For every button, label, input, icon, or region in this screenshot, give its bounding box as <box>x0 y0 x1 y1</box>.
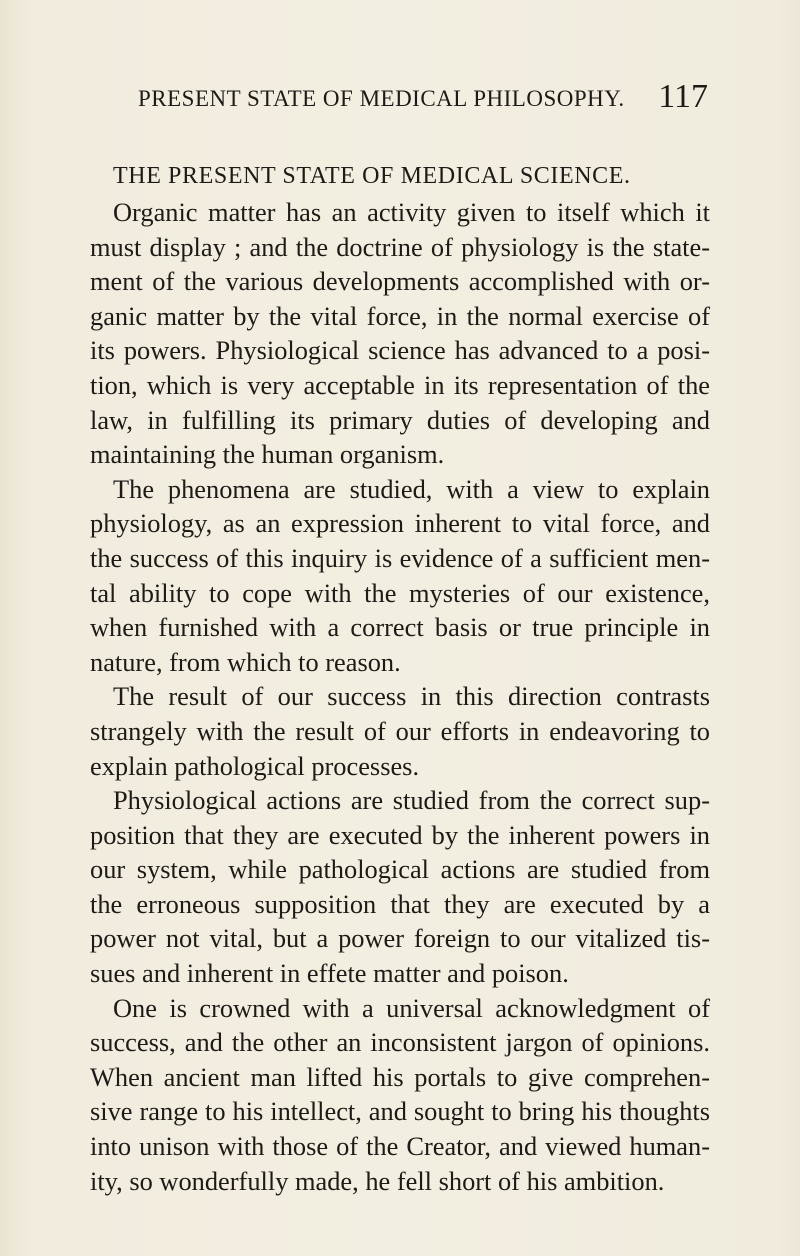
text-line: sues and inherent in effete matter and poison. <box>90 958 569 989</box>
text-line: into unison with those of the Creator, and viewed human- <box>90 1131 710 1162</box>
text-line: nature, from which to reason. <box>90 646 401 677</box>
text-line: when furnished with a correct basis or true principle in <box>90 612 710 643</box>
text-line: our system, while pathological actions are studied from <box>90 854 710 885</box>
text-line: When ancient man lifted his portals to give comprehen- <box>90 1061 710 1092</box>
text-line: One is crowned with a universal acknowledgment of <box>113 992 710 1023</box>
text-line: ity, so wonderfully made, he fell short of his ambition. <box>90 1165 665 1196</box>
text-line: law, in fulfilling its primary duties of developing and <box>90 404 710 435</box>
text-line: tion, which is very acceptable in its representation of the <box>90 369 710 400</box>
text-line: the erroneous supposition that they are executed by a <box>90 888 710 919</box>
text-line: must display ; and the doctrine of physiology is the state- <box>90 231 710 262</box>
page-number: 117 <box>658 78 708 115</box>
text-line: Organic matter has an activity given to itself which it <box>113 197 710 227</box>
text-line: power not vital, but a power foreign to our vitalized tis- <box>90 923 710 954</box>
text-line: position that they are executed by the inherent powers in <box>90 819 710 850</box>
section-heading: THE PRESENT STATE OF MEDICAL SCIENCE. <box>113 163 631 189</box>
running-title: PRESENT STATE OF MEDICAL PHILOSOPHY. <box>138 86 625 111</box>
text-line: success, and the other an inconsistent jargon of opinions. <box>90 1027 710 1058</box>
running-head <box>138 78 708 118</box>
text-line: sive range to his intellect, and sought to bring his thoughts <box>90 1096 710 1127</box>
text-line: maintaining the human organism. <box>90 439 445 470</box>
text-line: The result of our success in this direction contrasts <box>113 681 710 712</box>
text-line: strangely with the result of our efforts in endeavoring to <box>90 715 710 746</box>
text-line: its powers. Physiological science has advanced to a posi- <box>90 335 710 366</box>
body-text <box>90 195 710 1198</box>
text-line: Physiological actions are studied from the correct sup- <box>113 785 710 816</box>
text-line: The phenomena are studied, with a view to explain <box>113 473 710 504</box>
text-line: the success of this inquiry is evidence of a sufficient men- <box>90 542 710 573</box>
text-line: physiology, as an expression inherent to vital force, and <box>90 508 710 539</box>
text-line: tal ability to cope with the mysteries of our existence, <box>90 577 710 608</box>
text-line: explain pathological processes. <box>90 750 420 781</box>
text-line: ment of the various developments accomplished with or- <box>90 266 710 297</box>
text-line: ganic matter by the vital force, in the normal exercise of <box>90 300 710 331</box>
